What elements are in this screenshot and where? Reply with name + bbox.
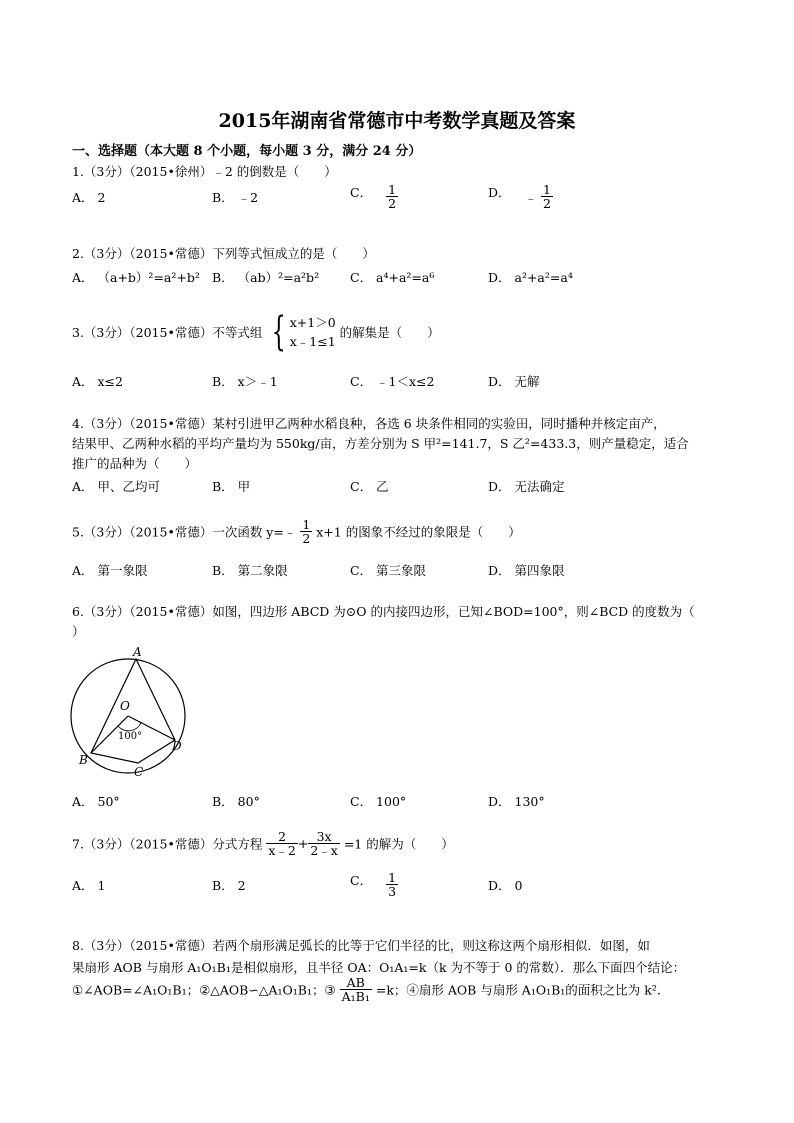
q7-option-c <box>350 871 398 898</box>
question-8-line-3 <box>72 976 661 1003</box>
q5-option-c: C． 第三象限 <box>350 563 427 578</box>
q5-stem-suffix: x+1 的图象不经过的象限是（ ） <box>316 524 521 540</box>
q3-inequality-1: x+1＞0 <box>289 315 336 330</box>
q6-option-a: A． 50° <box>72 794 120 809</box>
question-8-line-2: 果扇形 AOB 与扇形 A₁O₁B₁是相似扇形，且半径 OA：O₁A₁=k（k 为不等于 0 的常数）．那么下面四个结论： <box>72 960 686 975</box>
q8-numerator: AB <box>346 975 365 990</box>
q1-option-c-fraction <box>386 183 398 210</box>
question-6-line-2: ） <box>72 624 85 639</box>
q4-option-b: B． 甲 <box>212 479 251 494</box>
q5-option-b: B． 第二象限 <box>212 563 288 578</box>
q7-c-numerator: 1 <box>388 870 397 885</box>
quadrilateral-abcd <box>91 659 175 763</box>
q1-d-numerator: 1 <box>543 182 551 197</box>
label-point-c: C <box>134 765 144 779</box>
q8-fraction <box>340 976 372 1003</box>
q1-option-d-label: D． <box>488 185 511 200</box>
q8-denominator: A₁B₁ <box>341 989 370 1005</box>
question-4-line-2: 结果甲、乙两种水稻的平均产量均为 550kg/亩，方差分别为 S 甲²=141.7，S 乙²=433.3，则产量稳定，适合 <box>72 436 689 451</box>
q7-f1-numerator: 2 <box>278 829 287 844</box>
q3-inequality-2: x﹣1≤1 <box>289 334 336 349</box>
q7-f2-numerator: 3x <box>316 829 332 844</box>
q2-option-c: C． a⁴+a²=a⁶ <box>350 270 435 285</box>
question-6-line-1: 6.（3分）（2015•常德）如图，四边形 ABCD 为⊙O 的内接四边形，已知∠BOD=100°，则∠BCD 的度数为（ <box>72 604 695 619</box>
q7-option-d: D． 0 <box>488 878 523 893</box>
q1-option-b: B． ﹣2 <box>212 190 259 205</box>
q6-option-d: D． 130° <box>488 794 545 809</box>
question-4-line-3: 推广的品种为（ ） <box>72 456 198 471</box>
label-point-a: A <box>133 645 142 659</box>
section-heading: 一、选择题（本大题 8 个小题，每小题 3 分，满分 24 分） <box>72 144 422 159</box>
q5-option-d: D． 第四象限 <box>488 563 565 578</box>
question-1-stem: 1.（3分）（2015•徐州）﹣2 的倒数是（ ） <box>72 164 337 179</box>
q3-option-c: C． ﹣1＜x≤2 <box>350 374 435 389</box>
q5-stem-prefix: 5.（3分）（2015•常德）一次函数 y=﹣ <box>72 524 297 540</box>
q7-option-b: B． 2 <box>212 878 246 893</box>
q1-c-denominator: 2 <box>388 196 397 212</box>
circle-quadrilateral-figure <box>66 644 196 784</box>
q7-f1-denominator: x﹣2 <box>268 843 296 859</box>
q1-c-numerator: 1 <box>388 182 397 197</box>
q2-option-b: B． （ab）²=a²b² <box>212 270 320 285</box>
label-point-o: O <box>120 699 130 713</box>
q7-c-denominator: 3 <box>388 884 397 900</box>
q3-stem-prefix: 3.（3分）（2015•常德）不等式组 <box>72 325 263 340</box>
q7-option-c-label: C． <box>350 873 373 888</box>
q1-option-d-fraction <box>541 183 553 210</box>
q6-option-b: B． 80° <box>212 794 260 809</box>
q7-f2-denominator: 2﹣x <box>310 843 338 859</box>
question-5-stem <box>72 518 521 545</box>
q7-plus: + <box>297 836 309 852</box>
q7-fraction-2 <box>308 830 340 857</box>
q1-d-denominator: 2 <box>543 196 551 212</box>
q7-fraction-1 <box>266 830 298 857</box>
q3-option-d: D． 无解 <box>488 374 540 389</box>
q7-stem-suffix: =1 的解为（ ） <box>343 836 454 852</box>
q7-option-c-fraction <box>386 871 398 898</box>
q2-option-a: A． （a+b）²=a²+b² <box>72 270 200 285</box>
question-2-stem: 2.（3分）（2015•常德）下列等式恒成立的是（ ） <box>72 246 375 261</box>
question-8-line-1: 8.（3分）（2015•常德）若两个扇形满足弧长的比等于它们半径的比，则这称这两个扇形相似．如图，如 <box>72 938 650 953</box>
q3-stem-suffix: 的解集是（ ） <box>339 325 440 340</box>
question-7-stem <box>72 830 454 857</box>
question-4-line-1: 4.（3分）（2015•常德）某村引进甲乙两种水稻良种，各选 6 块条件相同的实验田，同时播种并核定亩产， <box>72 416 666 431</box>
q5-option-a: A． 第一象限 <box>72 563 148 578</box>
q5-fraction <box>300 518 312 545</box>
q7-option-a: A． 1 <box>72 878 106 893</box>
q4-option-a: A． 甲、乙均可 <box>72 479 161 494</box>
q5-numerator: 1 <box>302 517 311 532</box>
q7-stem-prefix: 7.（3分）（2015•常德）分式方程 <box>72 836 263 852</box>
q5-denominator: 2 <box>302 531 311 547</box>
label-point-d: D <box>172 739 182 753</box>
q2-option-d: D． a²+a²=a⁴ <box>488 270 573 285</box>
q1-option-c-label: C． <box>350 185 373 200</box>
q4-option-d: D． 无法确定 <box>488 479 565 494</box>
q3-option-a: A． x≤2 <box>72 374 123 389</box>
q8-line3-suffix: =k；④扇形 AOB 与扇形 A₁O₁B₁的面积之比为 k². <box>375 982 661 998</box>
q1-option-a: A． 2 <box>72 190 106 205</box>
q3-option-b: B． x＞﹣1 <box>212 374 278 389</box>
q1-option-c <box>350 183 398 210</box>
q8-line3-prefix: ①∠AOB=∠A₁O₁B₁；②△AOB∽△A₁O₁B₁；③ <box>72 982 336 998</box>
angle-bod-arc <box>118 723 141 731</box>
label-angle-100: 100° <box>118 731 143 742</box>
question-3-stem <box>72 309 440 355</box>
q3-brace: { <box>272 309 287 355</box>
q3-inequality-system <box>290 313 336 351</box>
q4-option-c: C． 乙 <box>350 479 389 494</box>
label-point-b: B <box>79 753 88 767</box>
q1-option-d <box>488 183 553 210</box>
q1-option-d-sign: ﹣ <box>524 189 538 205</box>
q6-option-c: C． 100° <box>350 794 407 809</box>
page-title: 2015年湖南省常德市中考数学真题及答案 <box>218 110 576 132</box>
